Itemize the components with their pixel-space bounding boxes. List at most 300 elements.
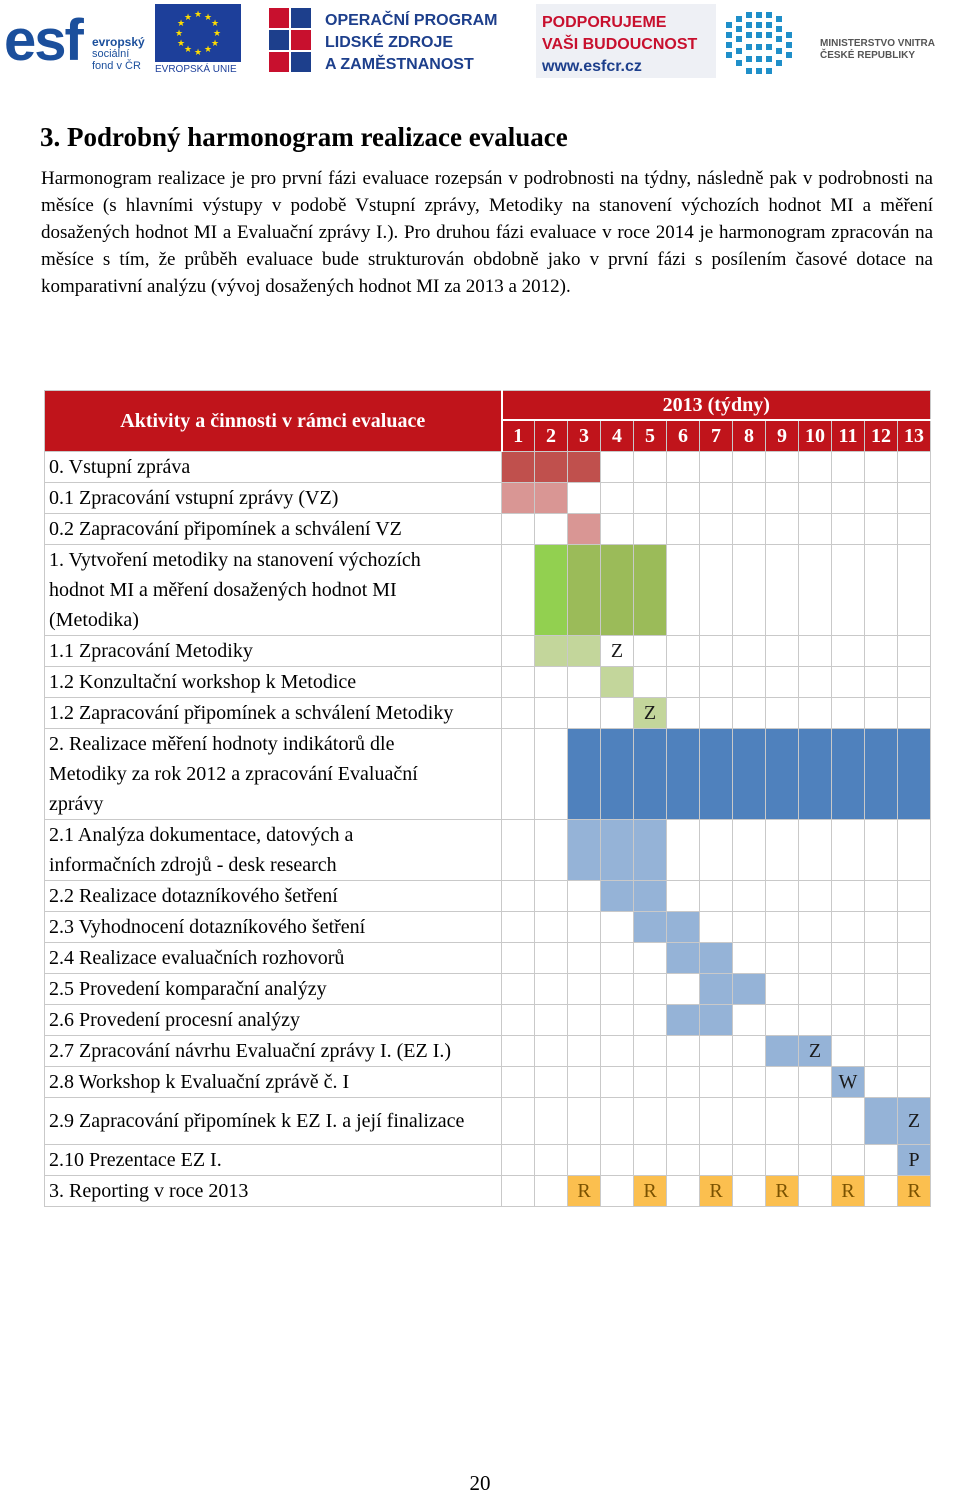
activity-label: 2.9 Zapracování připomínek k EZ I. a její finalizace [45, 1098, 502, 1145]
week-cell-10 [799, 912, 832, 943]
week-cell-11 [832, 729, 865, 820]
week-cell-6 [667, 943, 700, 974]
week-header-5: 5 [634, 420, 667, 452]
week-cell-8 [733, 912, 766, 943]
podporujeme-text: PODPORUJEME VAŠI BUDOUCNOST www.esfcr.cz [542, 14, 698, 75]
week-cell-3 [568, 636, 601, 667]
week-cell-13 [898, 698, 931, 729]
week-cell-3 [568, 545, 601, 636]
week-cell-7 [700, 514, 733, 545]
week-cell-4 [601, 1036, 634, 1067]
week-cell-13 [898, 636, 931, 667]
week-cell-7 [700, 545, 733, 636]
week-cell-3 [568, 483, 601, 514]
week-cell-4 [601, 698, 634, 729]
week-cell-9 [766, 1005, 799, 1036]
gantt-row [45, 483, 931, 514]
week-cell-1 [502, 729, 535, 820]
week-cell-9 [766, 636, 799, 667]
week-cell-2 [535, 545, 568, 636]
week-header-1: 1 [502, 420, 535, 452]
gantt-row [45, 545, 931, 636]
week-cell-7 [700, 820, 733, 881]
activity-label: 2.2 Realizace dotazníkového šetření [45, 881, 502, 912]
week-cell-12 [865, 636, 898, 667]
week-cell-2 [535, 881, 568, 912]
week-cell-4 [601, 943, 634, 974]
week-cell-13 [898, 1005, 931, 1036]
page-number: 20 [469, 1471, 491, 1495]
week-cell-12 [865, 943, 898, 974]
week-cell-5 [634, 1098, 667, 1145]
week-cell-12 [865, 483, 898, 514]
week-cell-9 [766, 452, 799, 483]
week-cell-5 [634, 1145, 667, 1176]
week-cell-9 [766, 545, 799, 636]
milestone-marker: R [766, 1176, 799, 1207]
week-cell-12 [865, 881, 898, 912]
week-cell-3 [568, 452, 601, 483]
week-cell-12 [865, 545, 898, 636]
week-cell-10 [799, 1176, 832, 1207]
week-cell-12 [865, 1067, 898, 1098]
week-cell-5 [634, 483, 667, 514]
week-cell-8 [733, 698, 766, 729]
week-cell-2 [535, 974, 568, 1005]
week-cell-7 [700, 1067, 733, 1098]
gantt-row [45, 1176, 931, 1207]
activity-label: 2.10 Prezentace EZ I. [45, 1145, 502, 1176]
week-cell-5 [634, 1036, 667, 1067]
week-header-7: 7 [700, 420, 733, 452]
week-cell-6 [667, 1098, 700, 1145]
week-header-10: 10 [799, 420, 832, 452]
week-header-6: 6 [667, 420, 700, 452]
week-cell-4 [601, 912, 634, 943]
week-cell-12 [865, 1005, 898, 1036]
week-cell-11 [832, 912, 865, 943]
week-cell-6 [667, 1036, 700, 1067]
week-cell-6 [667, 698, 700, 729]
week-cell-3 [568, 698, 601, 729]
week-cell-2 [535, 1176, 568, 1207]
week-cell-10 [799, 1098, 832, 1145]
activity-label: 2.5 Provedení komparační analýzy [45, 974, 502, 1005]
gantt-row [45, 1145, 931, 1176]
week-cell-7 [700, 974, 733, 1005]
week-cell-9 [766, 820, 799, 881]
week-cell-1 [502, 698, 535, 729]
svg-text:★: ★ [193, 10, 203, 20]
week-cell-5 [634, 729, 667, 820]
body-paragraph: Harmonogram realizace je pro první fázi evaluace rozepsán v podrobnosti na týdny, následně pak v podrobnosti na měsíce (s hlavními výstupy v podobě Vstupní zprávy, Metodiky na stanovení výchozích hodnot MI a měření dosažených hodnot MI a Evaluační zprávy I.). Pro druhou fázi evaluace v roce 2014 je harmonogram zpracován na měsíce s tím, že průběh evaluace bude strukturován obdobně jako v první fázi s posílením časové dotace na komparativní analýzu (vývoj dosažených hodnot MI za 2013 a 2012). [41, 168, 933, 297]
week-cell-2 [535, 698, 568, 729]
week-cell-13 [898, 667, 931, 698]
section-heading: 3. Podrobný harmonogram realizace evaluace [40, 122, 568, 152]
week-cell-7 [700, 943, 733, 974]
gantt-row [45, 452, 931, 483]
activity-label: 0. Vstupní zpráva [45, 452, 502, 483]
week-cell-9 [766, 483, 799, 514]
week-cell-5 [634, 1005, 667, 1036]
week-cell-8 [733, 514, 766, 545]
week-cell-4 [601, 483, 634, 514]
week-cell-7 [700, 483, 733, 514]
week-cell-11 [832, 636, 865, 667]
week-cell-8 [733, 545, 766, 636]
week-cell-11 [832, 667, 865, 698]
week-cell-9 [766, 943, 799, 974]
op-puzzle-icon [265, 4, 317, 78]
week-cell-4 [601, 1005, 634, 1036]
week-cell-9 [766, 1067, 799, 1098]
week-cell-9 [766, 1145, 799, 1176]
week-cell-10 [799, 452, 832, 483]
week-cell-3 [568, 820, 601, 881]
week-cell-1 [502, 974, 535, 1005]
activity-label: 2.3 Vyhodnocení dotazníkového šetření [45, 912, 502, 943]
week-cell-11 [832, 820, 865, 881]
svg-text:★: ★ [203, 13, 213, 23]
week-cell-1 [502, 943, 535, 974]
week-cell-13 [898, 514, 931, 545]
week-cell-1 [502, 1145, 535, 1176]
week-cell-9 [766, 881, 799, 912]
week-cell-8 [733, 667, 766, 698]
week-cell-4 [601, 452, 634, 483]
activity-label: 1. Vytvoření metodiky na stanovení výchozích hodnot MI a měření dosažených hodnot MI (Metodika) [45, 545, 502, 636]
week-cell-12 [865, 729, 898, 820]
week-cell-8 [733, 1036, 766, 1067]
week-cell-7 [700, 1005, 733, 1036]
week-cell-10 [799, 1145, 832, 1176]
week-cell-5 [634, 1067, 667, 1098]
week-cell-10 [799, 1067, 832, 1098]
week-cell-12 [865, 820, 898, 881]
milestone-marker: Z [601, 636, 634, 667]
week-cell-11 [832, 1145, 865, 1176]
activity-label: 2.6 Provedení procesní analýzy [45, 1005, 502, 1036]
activity-label: 1.2 Zapracování připomínek a schválení Metodiky [45, 698, 502, 729]
week-cell-5 [634, 912, 667, 943]
week-cell-6 [667, 483, 700, 514]
week-cell-6 [667, 514, 700, 545]
week-cell-5 [634, 974, 667, 1005]
activity-label: 3. Reporting v roce 2013 [45, 1176, 502, 1207]
gantt-row [45, 667, 931, 698]
svg-text:★: ★ [210, 19, 220, 29]
week-cell-4 [601, 881, 634, 912]
gantt-row [45, 912, 931, 943]
week-cell-3 [568, 514, 601, 545]
week-cell-12 [865, 1036, 898, 1067]
op-lzz-text: OPERAČNÍ PROGRAM LIDSKÉ ZDROJE A ZAMĚSTNANOST [325, 12, 498, 73]
gantt-row [45, 820, 931, 881]
week-cell-1 [502, 1098, 535, 1145]
svg-text:★: ★ [212, 29, 222, 39]
milestone-marker: R [898, 1176, 931, 1207]
week-cell-10 [799, 483, 832, 514]
week-cell-8 [733, 1067, 766, 1098]
week-cell-4 [601, 1145, 634, 1176]
week-cell-9 [766, 729, 799, 820]
eu-logo [155, 4, 241, 78]
week-cell-12 [865, 1176, 898, 1207]
week-cell-8 [733, 1145, 766, 1176]
week-cell-2 [535, 1098, 568, 1145]
week-cell-4 [601, 1067, 634, 1098]
milestone-marker: Z [799, 1036, 832, 1067]
week-cell-11 [832, 452, 865, 483]
week-cell-7 [700, 698, 733, 729]
week-cell-1 [502, 514, 535, 545]
week-cell-11 [832, 1005, 865, 1036]
week-cell-9 [766, 974, 799, 1005]
week-cell-11 [832, 943, 865, 974]
week-cell-10 [799, 698, 832, 729]
week-cell-5 [634, 820, 667, 881]
week-cell-3 [568, 1098, 601, 1145]
week-cell-13 [898, 881, 931, 912]
activity-label: 2. Realizace měření hodnoty indikátorů dle Metodiky za rok 2012 a zpracování Evaluační zprávy [45, 729, 502, 820]
week-cell-1 [502, 452, 535, 483]
gantt-row [45, 1036, 931, 1067]
gantt-body [45, 452, 931, 1207]
week-cell-11 [832, 881, 865, 912]
week-cell-4 [601, 1098, 634, 1145]
svg-text:★: ★ [176, 39, 186, 49]
week-cell-2 [535, 943, 568, 974]
week-cell-3 [568, 729, 601, 820]
week-cell-3 [568, 1145, 601, 1176]
week-cell-8 [733, 636, 766, 667]
gantt-row [45, 698, 931, 729]
milestone-marker: Z [898, 1098, 931, 1145]
week-cell-5 [634, 943, 667, 974]
svg-text:★: ★ [174, 29, 184, 39]
week-cell-6 [667, 881, 700, 912]
week-cell-12 [865, 1098, 898, 1145]
week-cell-9 [766, 698, 799, 729]
week-cell-10 [799, 636, 832, 667]
week-cell-6 [667, 912, 700, 943]
week-cell-11 [832, 545, 865, 636]
week-cell-10 [799, 881, 832, 912]
week-cell-7 [700, 1145, 733, 1176]
week-cell-3 [568, 881, 601, 912]
week-cell-12 [865, 514, 898, 545]
week-cell-8 [733, 729, 766, 820]
activity-label: 1.2 Konzultační workshop k Metodice [45, 667, 502, 698]
gantt-row [45, 1098, 931, 1145]
week-cell-1 [502, 881, 535, 912]
week-cell-2 [535, 820, 568, 881]
week-cell-13 [898, 1036, 931, 1067]
milestone-marker: Z [634, 698, 667, 729]
week-cell-7 [700, 667, 733, 698]
week-cell-9 [766, 514, 799, 545]
week-cell-13 [898, 943, 931, 974]
gantt-row [45, 514, 931, 545]
week-cell-1 [502, 1036, 535, 1067]
week-cell-3 [568, 1036, 601, 1067]
week-cell-2 [535, 1036, 568, 1067]
week-cell-13 [898, 820, 931, 881]
week-cell-5 [634, 667, 667, 698]
gantt-table [44, 390, 931, 1207]
week-cell-12 [865, 667, 898, 698]
week-cell-6 [667, 452, 700, 483]
svg-text:★: ★ [183, 45, 193, 55]
activity-label: 2.8 Workshop k Evaluační zprávě č. I [45, 1067, 502, 1098]
week-cell-2 [535, 636, 568, 667]
week-cell-1 [502, 545, 535, 636]
week-cell-13 [898, 912, 931, 943]
activity-column-header: Aktivity a činnosti v rámci evaluace [45, 391, 502, 452]
milestone-marker: W [832, 1067, 865, 1098]
week-cell-10 [799, 1005, 832, 1036]
week-cell-6 [667, 1145, 700, 1176]
week-header-13: 13 [898, 420, 931, 452]
eu-caption: EVROPSKÁ UNIE [155, 64, 237, 75]
week-cell-6 [667, 729, 700, 820]
week-cell-9 [766, 912, 799, 943]
gantt-row [45, 636, 931, 667]
ministry-logo [724, 4, 960, 78]
podporujeme-logo [536, 4, 716, 78]
week-cell-10 [799, 943, 832, 974]
week-cell-1 [502, 912, 535, 943]
week-cell-5 [634, 881, 667, 912]
ministry-emblem-icon [724, 12, 808, 78]
gantt-row [45, 974, 931, 1005]
week-cell-3 [568, 912, 601, 943]
milestone-marker: R [568, 1176, 601, 1207]
week-cell-2 [535, 1145, 568, 1176]
week-cell-9 [766, 1036, 799, 1067]
week-cell-8 [733, 943, 766, 974]
week-cell-1 [502, 1067, 535, 1098]
week-cell-8 [733, 1005, 766, 1036]
gantt-row [45, 729, 931, 820]
week-cell-13 [898, 545, 931, 636]
week-cell-11 [832, 1036, 865, 1067]
week-cell-5 [634, 545, 667, 636]
week-cell-8 [733, 820, 766, 881]
week-cell-1 [502, 483, 535, 514]
week-cell-13 [898, 729, 931, 820]
week-cell-2 [535, 729, 568, 820]
week-cell-5 [634, 452, 667, 483]
week-header-3: 3 [568, 420, 601, 452]
week-cell-1 [502, 820, 535, 881]
svg-text:★: ★ [203, 45, 213, 55]
week-cell-4 [601, 729, 634, 820]
week-cell-6 [667, 636, 700, 667]
week-cell-13 [898, 483, 931, 514]
week-cell-9 [766, 667, 799, 698]
week-cell-2 [535, 514, 568, 545]
week-cell-6 [667, 820, 700, 881]
week-cell-2 [535, 912, 568, 943]
week-cell-13 [898, 974, 931, 1005]
week-header-4: 4 [601, 420, 634, 452]
week-cell-8 [733, 452, 766, 483]
week-cell-7 [700, 912, 733, 943]
op-lzz-logo [265, 4, 525, 78]
svg-text:★: ★ [193, 48, 203, 58]
week-cell-4 [601, 1176, 634, 1207]
week-header-8: 8 [733, 420, 766, 452]
activity-label: 1.1 Zpracování Metodiky [45, 636, 502, 667]
week-cell-2 [535, 452, 568, 483]
week-cell-1 [502, 1005, 535, 1036]
week-cell-1 [502, 1176, 535, 1207]
week-cell-8 [733, 1176, 766, 1207]
week-cell-11 [832, 1098, 865, 1145]
week-cell-6 [667, 974, 700, 1005]
week-cell-12 [865, 452, 898, 483]
week-cell-3 [568, 943, 601, 974]
activity-label: 2.1 Analýza dokumentace, datových a informačních zdrojů - desk research [45, 820, 502, 881]
week-cell-1 [502, 636, 535, 667]
week-cell-11 [832, 974, 865, 1005]
ministry-text: MINISTERSTVO VNITRA ČESKÉ REPUBLIKY [820, 38, 936, 61]
week-cell-2 [535, 483, 568, 514]
week-cell-3 [568, 1005, 601, 1036]
week-cell-2 [535, 667, 568, 698]
week-cell-8 [733, 483, 766, 514]
week-cell-7 [700, 636, 733, 667]
week-cell-11 [832, 483, 865, 514]
week-cell-12 [865, 974, 898, 1005]
year-header: 2013 (týdny) [502, 391, 931, 421]
activity-label: 2.7 Zpracování návrhu Evaluační zprávy I. (EZ I.) [45, 1036, 502, 1067]
week-cell-6 [667, 1067, 700, 1098]
week-cell-4 [601, 974, 634, 1005]
week-cell-10 [799, 820, 832, 881]
gantt-row [45, 1067, 931, 1098]
week-cell-8 [733, 1098, 766, 1145]
esf-logo-mark: esf [4, 8, 82, 73]
week-cell-5 [634, 636, 667, 667]
logo-bar [0, 0, 960, 84]
week-cell-12 [865, 912, 898, 943]
week-cell-8 [733, 881, 766, 912]
week-cell-6 [667, 545, 700, 636]
week-cell-6 [667, 1005, 700, 1036]
week-cell-13 [898, 452, 931, 483]
week-header-11: 11 [832, 420, 865, 452]
week-cell-12 [865, 1145, 898, 1176]
week-cell-4 [601, 820, 634, 881]
week-header-2: 2 [535, 420, 568, 452]
eu-flag-icon [155, 4, 241, 62]
esf-logo [4, 4, 150, 78]
week-cell-1 [502, 667, 535, 698]
week-cell-10 [799, 514, 832, 545]
week-cell-3 [568, 974, 601, 1005]
activity-label: 2.4 Realizace evaluačních rozhovorů [45, 943, 502, 974]
week-cell-6 [667, 1176, 700, 1207]
week-cell-13 [898, 1067, 931, 1098]
activity-label: 0.2 Zapracování připomínek a schválení VZ [45, 514, 502, 545]
week-cell-3 [568, 1067, 601, 1098]
week-cell-11 [832, 698, 865, 729]
svg-text:★: ★ [176, 19, 186, 29]
gantt-row [45, 1005, 931, 1036]
week-cell-10 [799, 667, 832, 698]
